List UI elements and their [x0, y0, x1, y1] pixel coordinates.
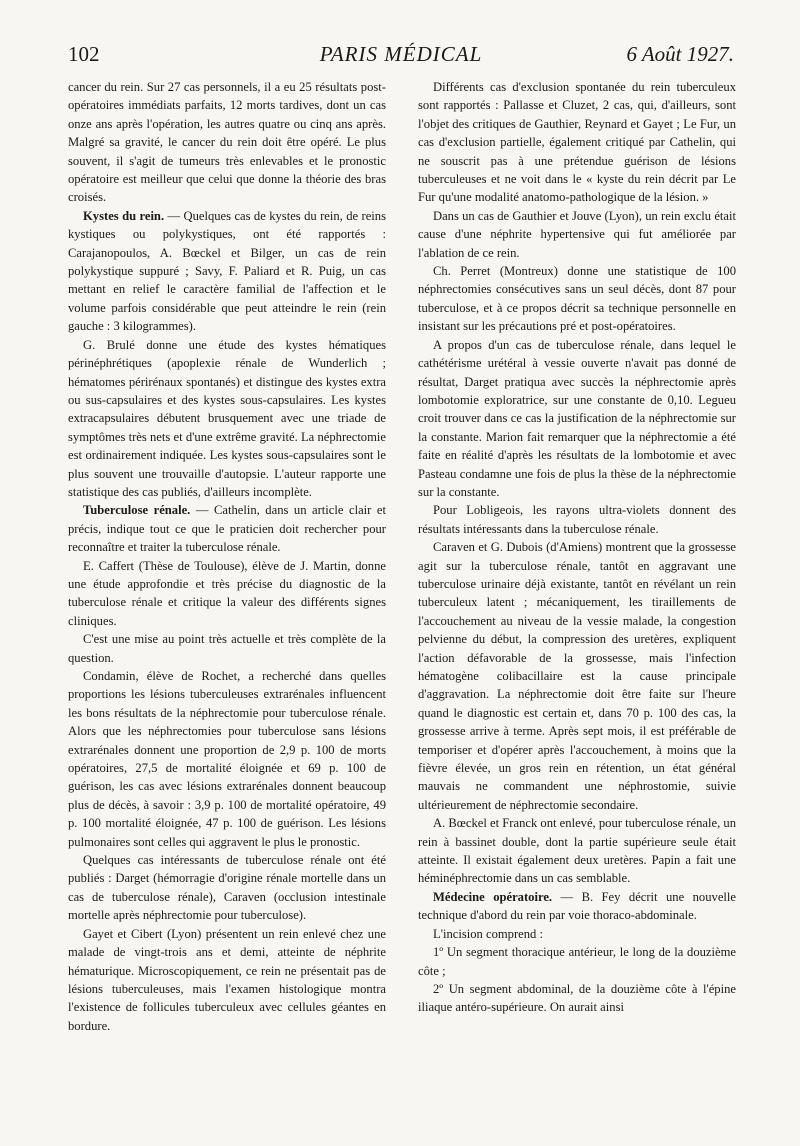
paragraph-text: — B. Fey décrit une nouvelle technique d'abord du rein par voie thoraco-abdominale.: [418, 889, 736, 923]
paragraph-medecine: [418, 888, 736, 925]
page-header: [68, 42, 734, 72]
paragraph-tuberculose: [68, 501, 386, 556]
section-heading-tuberculose: Tuberculose rénale.: [83, 503, 191, 518]
paragraph: C'est une mise au point très actuelle et très complète de la question.: [68, 632, 386, 665]
paragraph: Pour Lobligeois, les rayons ultra-violets donnent des résultats intéressants dans la tuberculose rénale.: [418, 503, 736, 536]
issue-date: 6 Août 1927.: [626, 42, 734, 66]
right-column: [418, 78, 736, 1017]
paragraph: Ch. Perret (Montreux) donne une statistique de 100 néphrectomies consécutives sans un seul décès, dont 87 pour tuberculose, et à ce propos décrit sa technique personnelle en insistant sur les précautions pré et post-opératoires.: [418, 264, 736, 334]
paragraph: G. Brulé donne une étude des kystes hématiques périnéphrétiques (apoplexie rénale de Wunderlich ; hématomes périrénaux spontanés) et distingue des kystes extra ou sus-capsulaires et des kystes sous-capsulaires. Les kystes extracapsulaires débutent brusquement avec une triade de symptômes très nets et d'une extrême gravité. La néphrectomie est ordinairement indiquée. Les kystes sous-capsulaires sont le plus souvent une trouvaille d'autopsie. L'auteur rapporte une statistique des cas publiés, d'ailleurs incomplète.: [68, 337, 386, 499]
paragraph: 2º Un segment abdominal, de la douzième côte à l'épine iliaque antéro-supérieure. On aurait ainsi: [418, 981, 736, 1015]
paragraph: Gayet et Cibert (Lyon) présentent un rein enlevé chez une malade de vingt-trois ans et demi, atteinte de néphrite hématurique. Microscopiquement, ce rein ne présentait pas de lésions tuberculeuses, mais l'examen histologique montra l'existence de follicules tuberculeux avec cellules géantes en bordure.: [68, 926, 386, 1033]
paragraph: Différents cas d'exclusion spontanée du rein tuberculeux sont rapportés : Pallasse et Cluzet, 2 cas, qui, d'ailleurs, sont l'objet des critiques de Gauthier, Reynard et Gayet ; Le Fur, un cas d'exclusion partielle, également critiqué par Cathelin, qui ne souscrit pas à une prétendue guérison de lésions tuberculeuses et ne voit dans le « kyste du rein décrit par Le Fur qu'une modalité anatomo-pathologique de la lésion. »: [418, 80, 736, 205]
paragraph: A propos d'un cas de tuberculose rénale, dans lequel le cathétérisme urétéral à vessie ouverte n'avait pas donné de résultat, Darget pratiqua avec succès la néphrectomie après lombotomie exploratrice, sur une constante de 0,10. Legueu croit trouver dans ce cas la justification de la néphrectomie sur la constante. Marion fait remarquer que la néphrectomie a été faite en réalité d'après les résultats de la lombotomie et avec Pasteau condamne une fois de plus la thèse de la néphrectomie sur la constante.: [418, 337, 736, 499]
paragraph: Condamin, élève de Rochet, a recherché dans quelles proportions les lésions tuberculeuses extrarénales influencent les bons résultats de la néphrectomie pour tuberculose rénale. Alors que les néphrectomies pour tuberculose sans lésions extrarénales donnent une proportion de 2,9 p. 100 de morts opératoires, 27,5 de mortalité éloignée et 69 p. 100 de guérison, les cas avec lésions extrarénales donnent beaucoup plus de décès, à savoir : 3,9 p. 100 de mortalité opératoire, 49 p. 100 mortalité éloignée, 47 p. 100 de guérison. Les lésions pulmonaires sont celles qui aggravent le plus le pronostic.: [68, 669, 386, 849]
page-number: 102: [68, 42, 100, 66]
left-column: [68, 78, 386, 1035]
paragraph: A. Bœckel et Franck ont enlevé, pour tuberculose rénale, un rein à bassinet double, dont la partie supérieure seule était atteinte. Il existait également deux uretères. Papin a fait une héminéphrectomie dans un cas semblable.: [418, 816, 736, 886]
paragraph: Caraven et G. Dubois (d'Amiens) montrent que la grossesse agit sur la tuberculose rénale, tantôt en aggravant une tuberculose urinaire déjà existante, tantôt en révélant un rein tuberculeux latent ; mécaniquement, les tiraillements de l'accouchement au niveau de la vessie malade, la congestion pelvienne du début, la compression des uretères, expliquent l'action défavorable de la grossesse, mais l'infection hématogène colibacillaire est la cause principale d'aggravation. La néphrectomie doit être faite sur l'heure quand le diagnostic est certain et, dans 70 p. 100 des cas, la grossesse arrive à terme. Après sept mois, il est préférable de temporiser et d'opérer après l'accouchement, à moins que la fièvre élevée, un gros rein en rétention, un état général mauvais ne commandent une néphrostomie, suivie ultérieurement de néphrectomie secondaire.: [418, 540, 736, 812]
paragraph: Quelques cas intéressants de tuberculose rénale ont été publiés : Darget (hémorragie d'origine rénale mortelle dans un cas de tuberculose rénale), Caraven (occlusion intestinale mortelle après néphrectomie pour tuberculose).: [68, 853, 386, 923]
paragraph: 1º Un segment thoracique antérieur, le long de la douzième côte ;: [418, 945, 736, 978]
paragraph: cancer du rein. Sur 27 cas personnels, il a eu 25 résultats post-opératoires immédiats parfaits, 12 morts tardives, dont un cas onze ans après l'opération, les autres quatre ou cinq ans après. Malgré sa gravité, le cancer du rein doit être opéré. Le plus souvent, il s'agit de tumeurs très enlevables et le pronostic opératoire est meilleur que celui que donne la théorie des bras croisés.: [68, 80, 386, 205]
paragraph: L'incision comprend :: [433, 926, 543, 941]
paragraph-text: — Cathelin, dans un article clair et précis, indique tout ce que le praticien doit rechercher pour reconnaître et traiter la tuberculose rénale.: [68, 503, 386, 555]
paragraph-kystes: [68, 207, 386, 336]
section-heading-medecine: Médecine opératoire.: [433, 889, 553, 904]
paragraph: E. Caffert (Thèse de Toulouse), élève de J. Martin, donne une étude approfondie et très précise du diagnostic de la tuberculose rénale et critique la valeur des différents signes cliniques.: [68, 558, 386, 628]
paragraph-text: — Quelques cas de kystes du rein, de reins kystiques ou polykystiques, ont été rapportés : Carajanopoulos, A. Bœckel et Bilger, un cas de rein polykystique suppuré ; Savy, F. Paliard et R. Puig, un cas mettant en relief le caractère familial de l'affection et le volume parfois considérable que peut atteindre le rein (rein gauche : 3 kilogrammes).: [68, 208, 386, 334]
section-heading-kystes: Kystes du rein.: [83, 208, 165, 223]
journal-title: PARIS MÉDICAL: [319, 42, 483, 66]
paragraph: Dans un cas de Gauthier et Jouve (Lyon), un rein exclu était cause d'une néphrite hypertensive qui fut améliorée par l'ablation de ce rein.: [418, 208, 736, 260]
